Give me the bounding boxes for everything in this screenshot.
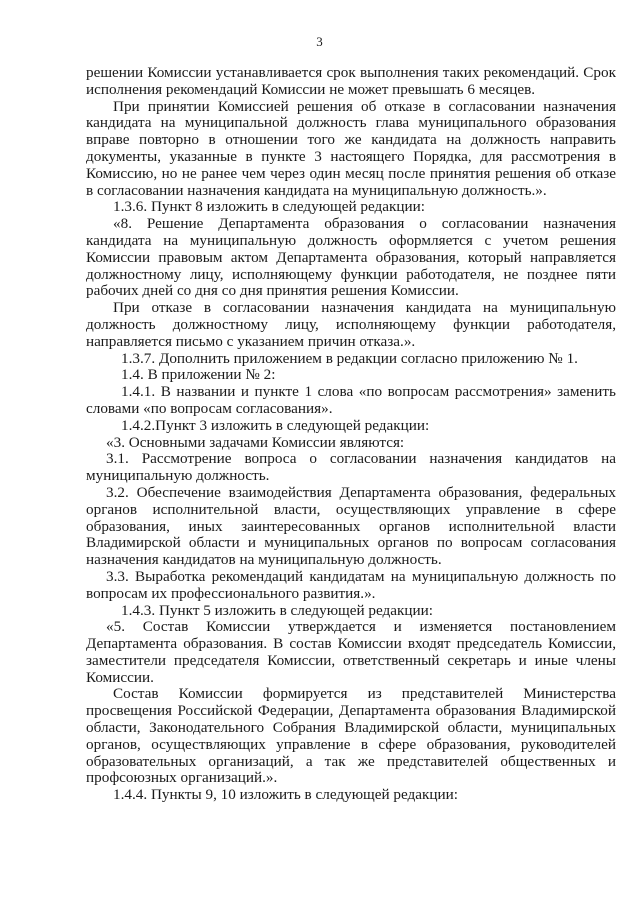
page-number: 3 <box>316 34 323 49</box>
paragraph-1-4-3: 1.4.3. Пункт 5 изложить в следующей редакции: <box>121 601 434 619</box>
paragraph-clause-5: «5. Состав Комиссии утверждается и изменяется постановлением Департамента образования. В состав Комиссии входят председатель Комиссии, заместители председателя Комиссии, ответственный секретарь и иные члены Комиссии. <box>86 618 616 686</box>
paragraph-1-4: 1.4. В приложении № 2: <box>121 366 276 384</box>
paragraph-3-3: 3.3. Выработка рекомендаций кандидатам на муниципальную должность по вопросам их профессионального развития.». <box>86 567 616 602</box>
paragraph-refusal-letter: При отказе в согласовании назначения кандидата на муниципальную должность должностному лицу, исполняющему функции работодателя, направляется письмо с указанием причин отказа.». <box>86 299 616 350</box>
paragraph-1-4-2: 1.4.2.Пункт 3 изложить в следующей редакции: <box>121 416 430 434</box>
paragraph-3-2: 3.2. Обеспечение взаимодействия Департамента образования, федеральных органов исполнительной власти, осуществляющих управление в сфере образования, иных заинтересованных органов исполнительной власти Владимирской области и муниципальных органов по вопросам согласования назначения кандидатов на муниципальную должность. <box>86 483 616 569</box>
document-body <box>86 65 616 804</box>
paragraph-refusal-resubmission: При принятии Комиссией решения об отказе в согласовании назначения кандидата на муниципальной должность глава муниципального образования вправе повторно в отношении того же кандидата на должность направить документы, указанные в пункте 3 настоящего Порядка, для рассмотрения в Комиссию, но не ранее чем через один месяц после принятия решения об отказе в согласовании назначения кандидата на муниципальную должность.». <box>86 97 616 199</box>
paragraph-commission-composition: Состав Комиссии формируется из представителей Министерства просвещения Российской Федерации, Департамента образования Владимирской области, Законодательного Собрания Владимирской области, муниципальных органов, осуществляющих управление в сфере образования, руководителей образовательных организаций, а так же представителей общественных и профсоюзных организаций.». <box>86 685 616 787</box>
paragraph-3-1: 3.1. Рассмотрение вопроса о согласовании назначения кандидатов на муниципальную должность. <box>86 450 616 485</box>
paragraph-recommendation-deadline: решении Комиссии устанавливается срок выполнения таких рекомендаций. Срок исполнения рекомендаций Комиссии не может превышать 6 месяцев. <box>86 64 616 98</box>
paragraph-1-3-6: 1.3.6. Пункт 8 изложить в следующей редакции: <box>113 198 426 216</box>
paragraph-1-4-4: 1.4.4. Пункты 9, 10 изложить в следующей редакции: <box>113 786 458 804</box>
paragraph-clause-3: «3. Основными задачами Комиссии являются: <box>106 433 405 451</box>
paragraph-1-4-1: 1.4.1. В названии и пункте 1 слова «по вопросам рассмотрения» заменить словами «по вопросам согласования». <box>86 383 616 417</box>
paragraph-clause-8: «8. Решение Департамента образования о согласовании назначения кандидата на муниципальную должность оформляется с учетом решения Комиссии правовым актом Департамента образования, который направляется должностному лицу, исполняющему функции работодателя, не позднее пяти рабочих дней со дня со дня принятия решения Комиссии. <box>86 215 616 300</box>
paragraph-1-3-7: 1.3.7. Дополнить приложением в редакции согласно приложению № 1. <box>121 349 578 367</box>
